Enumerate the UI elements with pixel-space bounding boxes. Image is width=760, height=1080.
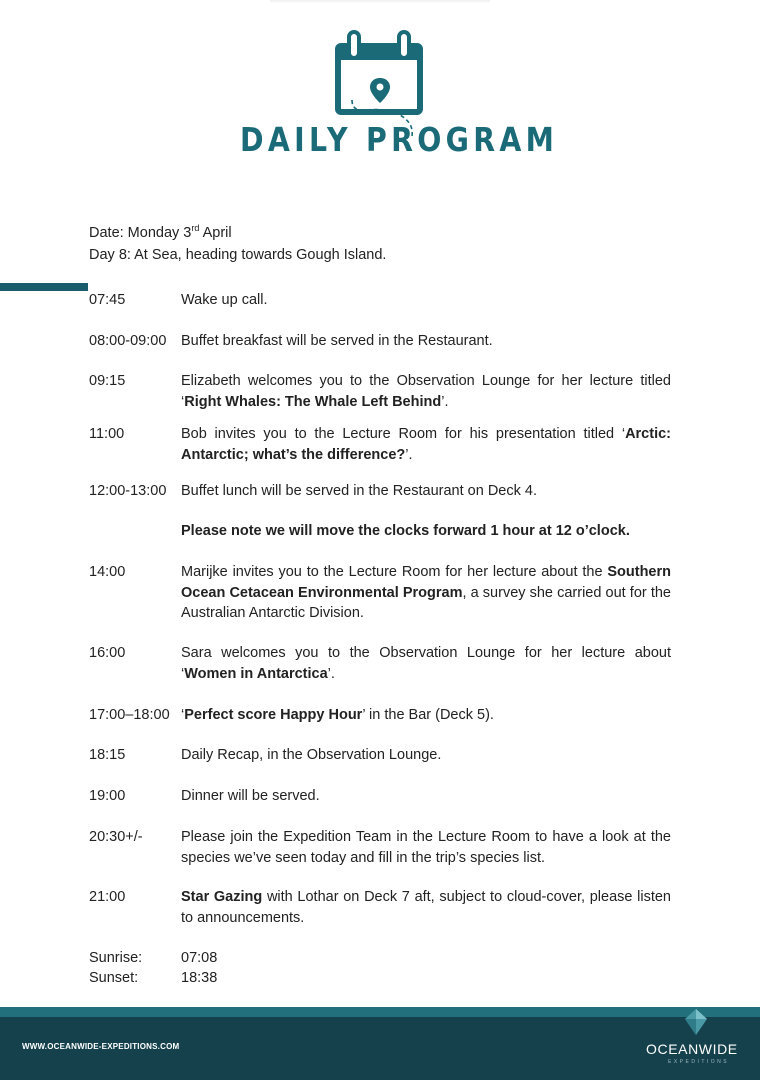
schedule-item <box>89 424 671 465</box>
sunset-time: 18:38 <box>181 970 218 986</box>
footer-strip <box>0 1007 760 1017</box>
schedule-text: ’ in the Bar (Deck 5). <box>362 707 494 723</box>
date-prefix: Date: Monday 3 <box>89 224 192 241</box>
schedule-description <box>181 481 671 502</box>
schedule-description <box>181 643 671 684</box>
schedule-text: Daily Recap, in the Observation Lounge. <box>181 747 442 763</box>
sunset-row <box>89 968 217 988</box>
schedule-highlight: Perfect score Happy Hour <box>184 707 363 723</box>
schedule-time: 07:45 <box>89 292 126 308</box>
schedule-text: Wake up call. <box>181 292 268 308</box>
schedule-text: ’. <box>441 393 449 410</box>
schedule-time: 20:30+/- <box>89 829 143 845</box>
schedule-time: 12:00-13:00 <box>89 483 167 499</box>
schedule-description <box>181 290 671 311</box>
schedule-time: 18:15 <box>89 747 126 763</box>
schedule-time: 11:00 <box>89 426 125 442</box>
schedule-time: 17:00–18:00 <box>89 707 170 723</box>
schedule-description <box>181 887 671 928</box>
schedule-text: Sara welcomes you to the Observation Lounge for her lecture about ‘ <box>181 645 671 682</box>
schedule-text: Buffet lunch will be served in the Restaurant on Deck 4. <box>181 483 537 499</box>
schedule-description <box>181 705 671 726</box>
schedule-description <box>181 424 671 465</box>
schedule-item <box>89 887 671 928</box>
schedule-description <box>181 562 671 624</box>
schedule-time: 14:00 <box>89 564 126 580</box>
schedule-highlight: Arctic: Antarctic; what’s the difference? <box>181 426 671 463</box>
schedule-highlight: Right Whales: The Whale Left Behind <box>184 393 442 410</box>
schedule-time: 08:00-09:00 <box>89 333 167 349</box>
brand-logo <box>640 1017 750 1080</box>
schedule-item <box>89 705 671 726</box>
schedule-time: 16:00 <box>89 645 126 661</box>
schedule-description <box>181 521 671 542</box>
schedule-description <box>181 371 671 412</box>
schedule-time: 19:00 <box>89 788 126 804</box>
website-link[interactable]: WWW.OCEANWIDE-EXPEDITIONS.COM <box>22 1042 180 1051</box>
date-suffix: April <box>199 224 232 241</box>
schedule-description <box>181 745 671 766</box>
schedule-highlight: Star Gazing <box>181 889 263 905</box>
brand-name: OCEANWIDE <box>646 1041 738 1057</box>
schedule-time: 09:15 <box>89 373 126 389</box>
schedule-item <box>89 481 671 502</box>
schedule-text: ’. <box>405 446 413 463</box>
schedule-item <box>89 562 671 624</box>
schedule-text: Bob invites you to the Lecture Room for his presentation titled ‘ <box>181 426 626 442</box>
schedule-text: Buffet breakfast will be served in the Restaurant. <box>181 333 493 349</box>
brand-subtitle: EXPEDITIONS <box>668 1059 730 1065</box>
schedule-time: 21:00 <box>89 889 126 905</box>
schedule-text: Please join the Expedition Team in the Lecture Room to have a look at the species we’ve seen today and fill in the trip’s species list. <box>181 829 671 866</box>
schedule-item <box>89 643 671 684</box>
schedule-text: , a survey she carried out for the Australian Antarctic Division. <box>181 584 671 621</box>
schedule-description <box>181 786 671 807</box>
schedule-highlight: Please note we will move the clocks forward 1 hour at 12 o’clock. <box>181 523 630 539</box>
schedule-item <box>89 371 671 412</box>
schedule-item <box>89 331 671 352</box>
schedule-item <box>89 786 671 807</box>
schedule-highlight: Women in Antarctica <box>184 665 328 682</box>
schedule-text: ‘ <box>181 707 185 723</box>
page-title: DAILY PROGRAM <box>240 120 559 159</box>
sunrise-time: 07:08 <box>181 950 218 966</box>
sunrise-label: Sunrise: <box>89 950 143 966</box>
diamond-logo-icon <box>683 1007 709 1037</box>
date-superscript: rd <box>191 223 200 233</box>
sunrise-row <box>89 948 217 968</box>
schedule-highlight: Southern Ocean Cetacean Environmental Program <box>181 564 671 601</box>
footer <box>0 1017 760 1080</box>
schedule-item <box>89 827 671 868</box>
day-line: Day 8: At Sea, heading towards Gough Island. <box>89 247 387 263</box>
schedule-description <box>181 827 671 868</box>
schedule-text: Marijke invites you to the Lecture Room for her lecture about the <box>181 564 608 580</box>
schedule-text: ’. <box>327 665 335 682</box>
schedule-text: Elizabeth welcomes you to the Observation Lounge for her lecture titled ‘ <box>181 373 671 410</box>
sunset-label: Sunset: <box>89 970 139 986</box>
schedule-item <box>89 745 671 766</box>
schedule-item <box>89 521 671 542</box>
schedule-item <box>89 290 671 311</box>
schedule-text: with Lothar on Deck 7 aft, subject to cloud-cover, please listen to announcements. <box>181 889 671 926</box>
section-accent-bar <box>0 283 88 291</box>
schedule-description <box>181 331 671 352</box>
top-shadow <box>270 0 490 3</box>
schedule-text: Dinner will be served. <box>181 788 320 804</box>
date-line <box>89 219 232 242</box>
